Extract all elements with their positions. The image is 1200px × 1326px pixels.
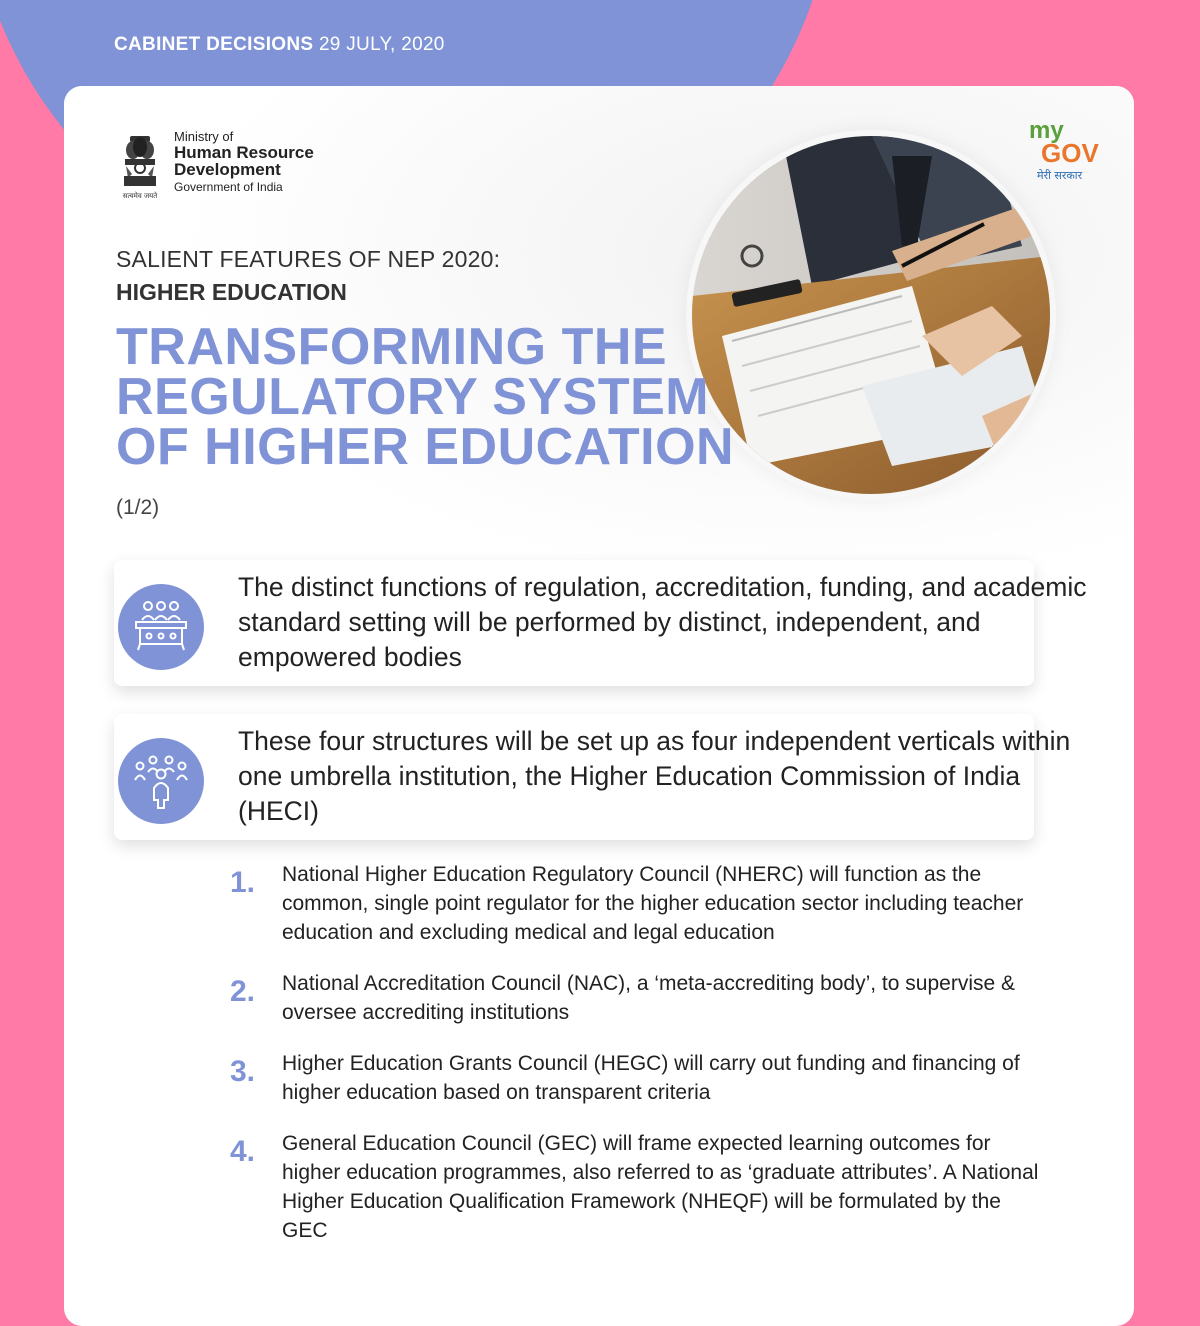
header-date: 29 JULY, 2020 — [318, 34, 445, 55]
list-number: 3. — [230, 1055, 256, 1088]
list-text: Higher Education Grants Council (HEGC) will carry out funding and financing of higher education based on transparent criteria — [282, 1052, 1020, 1104]
mygov-tagline: मेरी सरकार — [1037, 169, 1083, 182]
feature-text-1: The distinct functions of regulation, accreditation, funding, and academic standard setting will be performed by distinct, independent, and empowered bodies — [238, 572, 1087, 672]
header-title: CABINET DECISIONS — [114, 34, 314, 55]
list-item — [230, 860, 1050, 947]
header-line — [114, 34, 445, 56]
mygov-my: my — [1029, 117, 1064, 144]
list-number: 1. — [230, 866, 256, 899]
page-title-suffix: (1/2) — [116, 496, 160, 519]
ministry-line-2: Human Resource — [174, 142, 314, 162]
ministry-logo — [116, 130, 314, 202]
page-title-text: TRANSFORMING THE REGULATORY SYSTEM OF HIGHER EDUCATION — [116, 318, 735, 476]
list-text: National Accreditation Council (NAC), a ‘meta-accrediting body’, to supervise & oversee accrediting institutions — [282, 972, 1016, 1024]
subtitle-line-2: HIGHER EDUCATION — [116, 279, 347, 305]
list-item — [230, 969, 1050, 1027]
mygov-gov: GOV — [1041, 138, 1099, 168]
page-title — [116, 318, 756, 533]
list-number: 2. — [230, 975, 256, 1008]
list-text: National Higher Education Regulatory Council (NHERC) will function as the common, single point regulator for the higher education sector including teacher education and excluding medical and legal education — [282, 863, 1024, 944]
emblem-motto: सत्यमेव जयते — [122, 192, 158, 200]
ministry-line-4: Government of India — [174, 180, 283, 195]
list-item — [230, 1049, 1050, 1107]
list-item — [230, 1129, 1050, 1245]
council-list — [230, 860, 1050, 1267]
ministry-line-3: Development — [174, 160, 281, 180]
list-number: 4. — [230, 1135, 256, 1168]
national-emblem-icon — [116, 130, 164, 202]
list-text: General Education Council (GEC) will frame expected learning outcomes for higher education programmes, also referred to as ‘graduate attributes’. A National Higher Education Qualification Framework (NHEQF) will be formulated by the GEC — [282, 1132, 1039, 1242]
subtitle-line-1: SALIENT FEATURES OF NEP 2020: — [116, 246, 501, 272]
people-group-icon — [118, 738, 204, 824]
ministry-line-1: Ministry of — [174, 129, 234, 144]
council-meeting-icon — [118, 584, 204, 670]
feature-text-2: These four structures will be set up as four independent verticals within one umbrella institution, the Higher Education Commission of India (HECI) — [238, 726, 1071, 826]
